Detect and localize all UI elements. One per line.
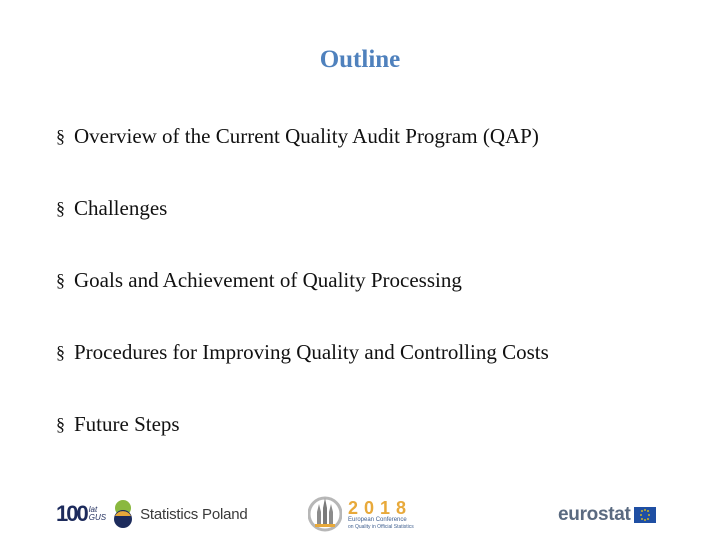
list-item bbox=[56, 196, 549, 268]
list-item-text: Future Steps bbox=[74, 412, 180, 436]
conference-2018-logo bbox=[308, 494, 414, 534]
bullet-marker: § bbox=[56, 414, 65, 434]
eurostat-logo bbox=[558, 504, 656, 526]
list-item bbox=[56, 268, 549, 340]
gus-abbr-text: GUS bbox=[88, 513, 107, 522]
gus-lat-text: lat bbox=[88, 505, 98, 514]
list-item bbox=[56, 412, 549, 484]
list-item-text: Challenges bbox=[74, 196, 168, 220]
conference-line1: European Conference bbox=[348, 516, 407, 523]
list-item-text: Overview of the Current Quality Audit Program (QAP) bbox=[74, 124, 539, 148]
list-item bbox=[56, 124, 549, 196]
gus-name-text: Statistics Poland bbox=[140, 505, 248, 523]
footer-logos bbox=[0, 490, 720, 540]
eu-flag-icon bbox=[634, 507, 656, 523]
bullet-marker: § bbox=[56, 342, 65, 362]
conference-year: 2018 bbox=[348, 497, 413, 518]
conference-line2: on Quality in Official Statistics bbox=[348, 523, 414, 530]
gus-mark-icon bbox=[112, 499, 134, 529]
list-item-text: Procedures for Improving Quality and Controlling Costs bbox=[74, 340, 549, 364]
list-item bbox=[56, 340, 549, 412]
gus-100-number: 100 bbox=[56, 501, 87, 526]
conference-text bbox=[348, 499, 414, 530]
bullet-marker: § bbox=[56, 126, 65, 146]
eurostat-text: eurostat bbox=[558, 504, 631, 525]
statistics-poland-logo bbox=[56, 496, 248, 532]
cathedral-icon bbox=[308, 494, 342, 534]
list-item-text: Goals and Achievement of Quality Processing bbox=[74, 268, 462, 292]
bullet-marker: § bbox=[56, 198, 65, 218]
gus-anniversary-label bbox=[89, 506, 106, 522]
slide-title: Outline bbox=[319, 46, 401, 73]
outline-list bbox=[56, 124, 549, 484]
bullet-marker: § bbox=[56, 270, 65, 290]
